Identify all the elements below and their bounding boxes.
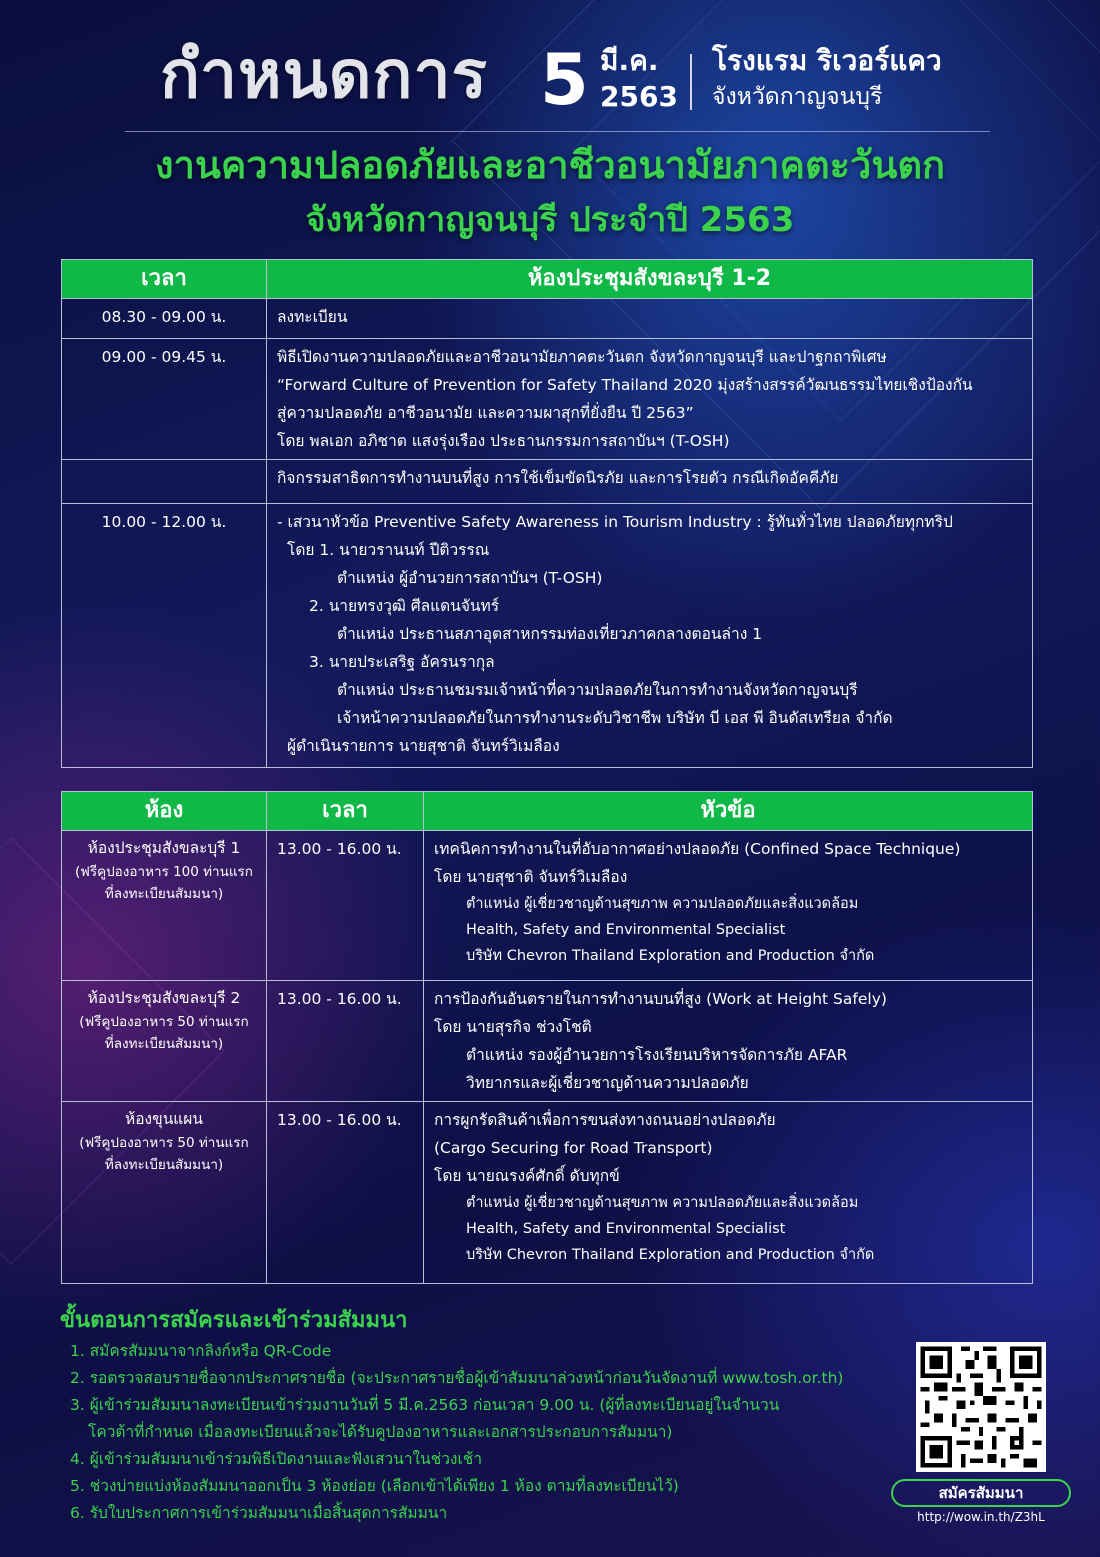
speaker-position: ตำแหน่ง ประธานชมรมเจ้าหน้าที่ความปลอดภัยในการทำงานจังหวัดกาญจนบุรี	[337, 681, 858, 699]
table-row	[62, 299, 1033, 339]
table-row	[62, 981, 1033, 1102]
speaker-position: เจ้าหน้าความปลอดภัยในการทำงานระดับวิชาชีพ บริษัท บี เอส พี อินดัสเทรียล จำกัด	[337, 709, 893, 727]
table-header-row	[62, 792, 1033, 831]
table-row	[62, 339, 1033, 460]
step-item: 1. สมัครสัมมนาจากลิงก์หรือ QR-Code	[70, 1342, 332, 1360]
qr-code[interactable]	[916, 1342, 1046, 1472]
speaker-position: บริษัท Chevron Thailand Exploration and Production จำกัด	[466, 1247, 875, 1263]
speaker-line: โดย 1. นายวรานนท์ ปีติวรรณ	[287, 541, 490, 559]
speaker-position: ตำแหน่ง ผู้เชี่ยวชาญด้านสุขภาพ ความปลอดภัยและสิ่งแวดล้อม	[466, 1195, 859, 1211]
table-row	[62, 460, 1033, 504]
divider	[125, 131, 990, 132]
step-item: 4. ผู้เข้าร่วมสัมมนาเข้าร่วมพิธีเปิดงานและฟังเสวนาในช่วงเช้า	[70, 1450, 483, 1468]
morning-schedule-table	[61, 259, 1033, 768]
step-item: 5. ช่วงบ่ายแบ่งห้องสัมมนาออกเป็น 3 ห้องย่อย (เลือกเข้าได้เพียง 1 ห้อง ตามที่ลงทะเบียนไว้)	[70, 1477, 679, 1495]
agenda-cell	[267, 339, 1033, 460]
speaker-line: โดย นายสุชาติ จันทร์วิเมลือง	[434, 868, 628, 886]
column-header-topic: หัวข้อ	[424, 792, 1033, 831]
column-header-time: เวลา	[62, 260, 267, 299]
room-name: ห้องประชุมสังขละบุรี 1	[87, 839, 241, 857]
room-note: (ฟรีคูปองอาหาร 50 ท่านแรก	[79, 1135, 249, 1151]
venue-name: โรงแรม ริเวอร์แคว	[712, 44, 942, 77]
table-row	[62, 1102, 1033, 1284]
event-date-day: 5	[540, 39, 589, 121]
room-note: ที่ลงทะเบียนสัมมนา)	[104, 886, 224, 902]
step-item: 2. รอตรวจสอบรายชื่อจากประกาศรายชื่อ (จะประกาศรายชื่อผู้เข้าสัมมนาล่วงหน้าก่อนวันจัดงานที่ www.tosh.or.th)	[70, 1369, 844, 1387]
agenda-cell	[267, 460, 1033, 504]
room-cell	[62, 981, 267, 1102]
agenda-line: ลงทะเบียน	[277, 308, 348, 326]
speaker-line: 2. นายทรงวุฒิ ศีลแดนจันทร์	[309, 597, 500, 615]
divider	[690, 54, 692, 110]
topic-cell	[424, 1102, 1033, 1284]
room-note: (ฟรีคูปองอาหาร 100 ท่านแรก	[75, 864, 253, 880]
time-cell: 08.30 - 09.00 น.	[62, 299, 267, 339]
time-cell: 10.00 - 12.00 น.	[62, 504, 267, 768]
speaker-line: 3. นายประเสริฐ อัครนรากุล	[309, 653, 495, 671]
event-title: งานความปลอดภัยและอาชีวอนามัยภาคตะวันตก	[154, 143, 946, 187]
speaker-line: โดย นายสุรกิจ ช่วงโชติ	[434, 1018, 592, 1036]
room-name: ห้องขุนแผน	[125, 1110, 203, 1128]
speaker-position: ตำแหน่ง รองผู้อำนวยการโรงเรียนบริหารจัดการภัย AFAR	[466, 1046, 848, 1064]
speaker-position: บริษัท Chevron Thailand Exploration and Production จำกัด	[466, 948, 875, 964]
register-link[interactable]: http://wow.in.th/Z3hL	[917, 1510, 1045, 1524]
topic-title: (Cargo Securing for Road Transport)	[434, 1139, 713, 1157]
topic-cell	[424, 981, 1033, 1102]
topic-title: การป้องกันอันตรายในการทำงานบนที่สูง (Work at Height Safely)	[434, 990, 887, 1008]
agenda-cell	[267, 299, 1033, 339]
speaker-position: Health, Safety and Environmental Specialist	[466, 1221, 786, 1237]
table-row	[62, 504, 1033, 768]
speaker-position: ตำแหน่ง ผู้อำนวยการสถาบันฯ (T-OSH)	[337, 569, 603, 587]
step-item: 3. ผู้เข้าร่วมสัมมนาลงทะเบียนเข้าร่วมงานวันที่ 5 มี.ค.2563 ก่อนเวลา 9.00 น. (ผู้ที่ลงทะเบียนอยู่ในจำนวน	[70, 1396, 780, 1414]
topic-title: เทคนิคการทำงานในที่อับอากาศอย่างปลอดภัย (Confined Space Technique)	[434, 840, 961, 858]
room-note: ที่ลงทะเบียนสัมมนา)	[104, 1036, 224, 1052]
table-header-row	[62, 260, 1033, 299]
agenda-line: “Forward Culture of Prevention for Safety Thailand 2020 มุ่งสร้างสรรค์วัฒนธรรมไทยเชิงป้องกัน	[277, 376, 973, 394]
agenda-line: พิธีเปิดงานความปลอดภัยและอาชีวอนามัยภาคตะวันตก จังหวัดกาญจนบุรี และปาฐกถาพิเศษ	[277, 348, 887, 366]
page-title: กำหนดการ	[160, 36, 488, 113]
table-row	[62, 831, 1033, 981]
agenda-cell	[267, 504, 1033, 768]
event-date-year: 2563	[600, 80, 678, 113]
event-date-month: มี.ค.	[600, 44, 659, 77]
steps-title: ขั้นตอนการสมัครและเข้าร่วมสัมมนา	[60, 1308, 408, 1333]
agenda-line: - เสวนาหัวข้อ Preventive Safety Awareness in Tourism Industry : รู้ทันทั่วไทย ปลอดภัยทุกทริป	[277, 513, 953, 531]
speaker-position: Health, Safety and Environmental Specialist	[466, 922, 786, 938]
venue-province: จังหวัดกาญจนบุรี	[712, 84, 883, 110]
registration-steps	[60, 1304, 920, 1527]
register-button[interactable]: สมัครสัมมนา	[891, 1479, 1071, 1507]
speaker-position: วิทยากรและผู้เชี่ยวชาญด้านความปลอดภัย	[466, 1074, 749, 1092]
room-cell	[62, 831, 267, 981]
agenda-line: โดย พลเอก อภิชาต แสงรุ่งเรือง ประธานกรรมการสถาบันฯ (T-OSH)	[277, 432, 730, 450]
speaker-position: ตำแหน่ง ผู้เชี่ยวชาญด้านสุขภาพ ความปลอดภัยและสิ่งแวดล้อม	[466, 896, 859, 912]
time-cell	[62, 460, 267, 504]
time-cell: 09.00 - 09.45 น.	[62, 339, 267, 460]
agenda-line: สู่ความปลอดภัย อาชีวอนามัย และความผาสุกที่ยั่งยืน ปี 2563”	[277, 404, 694, 422]
event-subtitle: จังหวัดกาญจนบุรี ประจำปี 2563	[305, 200, 795, 240]
room-note: (ฟรีคูปองอาหาร 50 ท่านแรก	[79, 1014, 249, 1030]
column-header-room: ห้องประชุมสังขละบุรี 1-2	[267, 260, 1033, 299]
topic-title: การผูกรัดสินค้าเพื่อการขนส่งทางถนนอย่างปลอดภัย	[434, 1111, 776, 1129]
speaker-line: โดย นายณรงค์ศักดิ์ ดับทุกข์	[434, 1167, 620, 1185]
moderator-line: ผู้ดำเนินรายการ นายสุชาติ จันทร์วิเมลือง	[287, 737, 560, 755]
time-cell: 13.00 - 16.00 น.	[267, 831, 424, 981]
topic-cell	[424, 831, 1033, 981]
speaker-position: ตำแหน่ง ประธานสภาอุตสาหกรรมท่องเที่ยวภาคกลางตอนล่าง 1	[337, 625, 763, 643]
room-cell	[62, 1102, 267, 1284]
time-cell: 13.00 - 16.00 น.	[267, 981, 424, 1102]
column-header-time: เวลา	[267, 792, 424, 831]
column-header-room: ห้อง	[62, 792, 267, 831]
agenda-line: กิจกรรมสาธิตการทำงานบนที่สูง การใช้เข็มขัดนิรภัย และการโรยตัว กรณีเกิดอัคคีภัย	[277, 469, 839, 487]
afternoon-schedule-table	[61, 791, 1033, 1284]
step-item: โควต้าที่กำหนด เมื่อลงทะเบียนแล้วจะได้รับคูปองอาหารและเอกสารประกอบการสัมมนา)	[88, 1423, 673, 1441]
room-name: ห้องประชุมสังขละบุรี 2	[87, 989, 241, 1007]
step-item: 6. รับใบประกาศการเข้าร่วมสัมมนาเมื่อสิ้นสุดการสัมมนา	[70, 1504, 448, 1522]
room-note: ที่ลงทะเบียนสัมมนา)	[104, 1157, 224, 1173]
time-cell: 13.00 - 16.00 น.	[267, 1102, 424, 1284]
header	[0, 0, 1100, 140]
